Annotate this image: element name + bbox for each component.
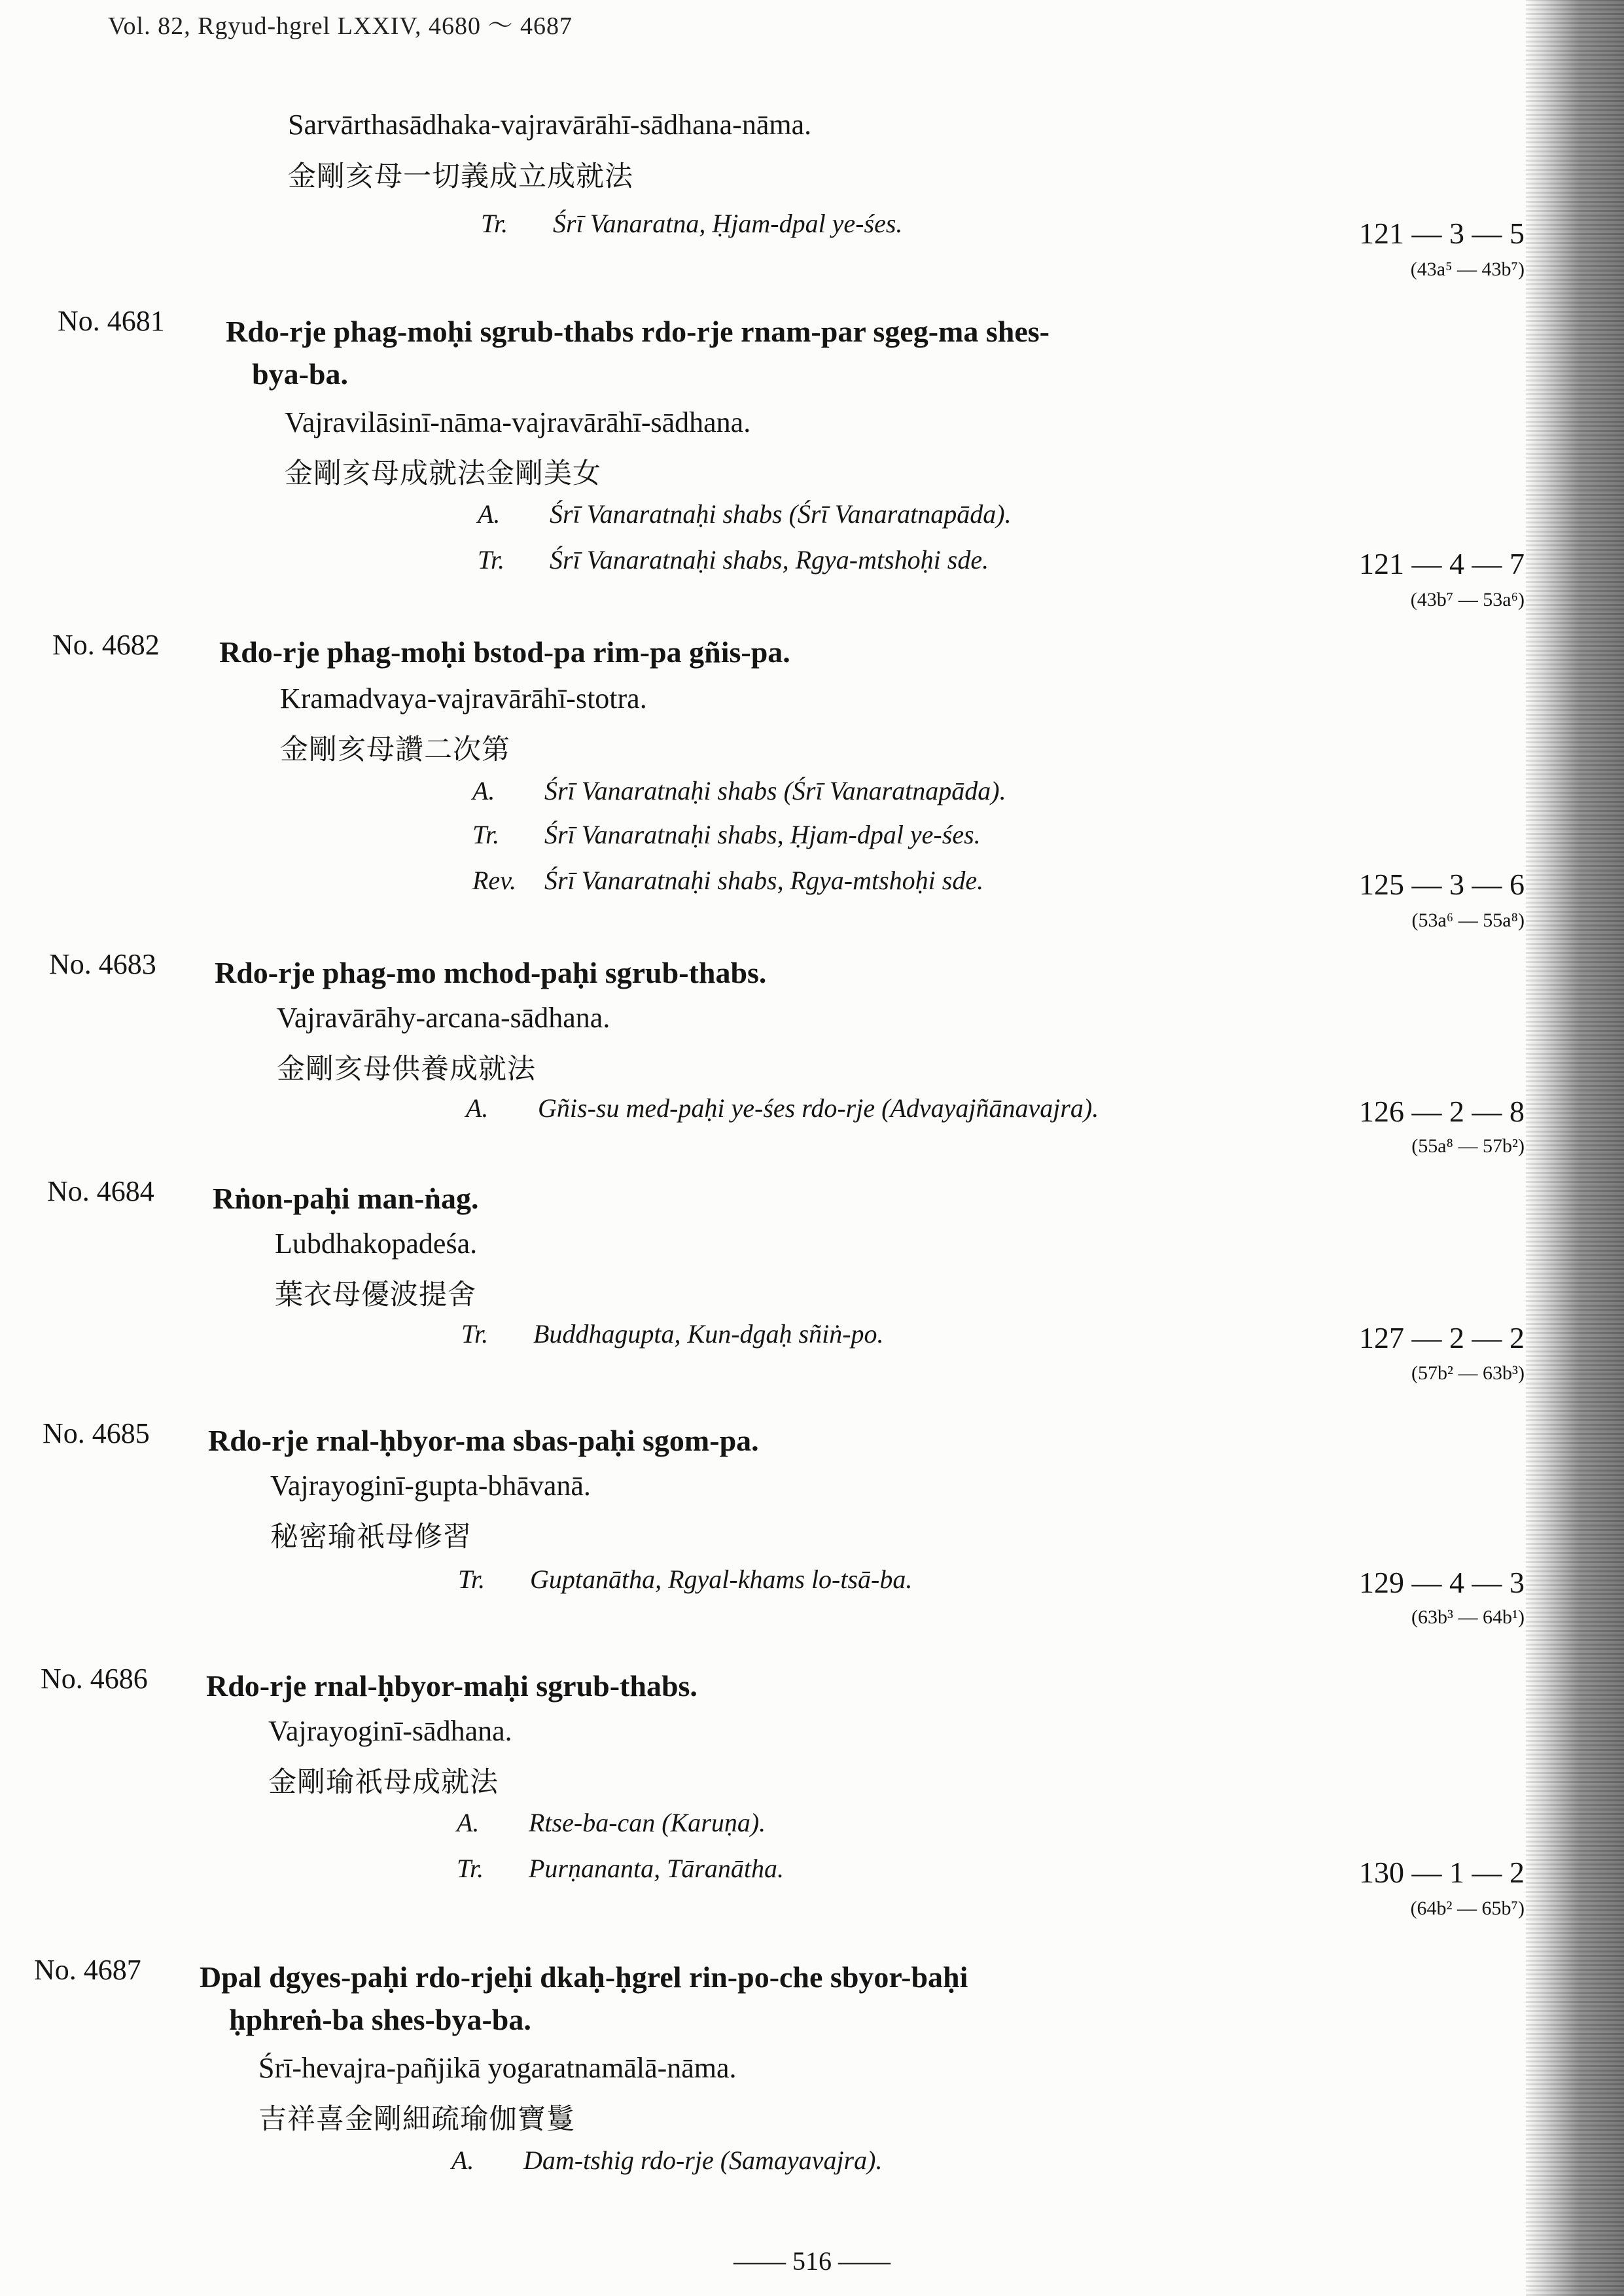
sanskrit-title: Vajrayoginī-gupta-bhāvanā. <box>270 1470 591 1502</box>
credit-role: A. <box>466 1093 489 1123</box>
credit-text: Purṇananta, Tāranātha. <box>529 1854 785 1883</box>
credit-line <box>481 208 902 239</box>
scanned-page-edge <box>1526 0 1624 2296</box>
sanskrit-title: Śrī-hevajra-pañjikā yogaratnamālā-nāma. <box>258 2052 737 2084</box>
sanskrit-title: Kramadvaya-vajravārāhī-stotra. <box>280 682 647 715</box>
credit-line <box>478 499 1012 529</box>
credit-line <box>457 1853 784 1884</box>
credit-line <box>458 1564 912 1595</box>
credit-role: Tr. <box>481 209 508 238</box>
credit-role: Tr. <box>457 1854 484 1883</box>
credit-role: A. <box>457 1808 480 1837</box>
entry-number: No. 4681 <box>58 305 165 337</box>
location-reference: 126 — 2 — 8 <box>1359 1095 1525 1128</box>
entry-number: No. 4682 <box>52 629 160 661</box>
credit-line <box>472 775 1006 806</box>
tibetan-title: Rṅon-paḥi man-ṅag. <box>213 1182 479 1215</box>
page-number: —— 516 —— <box>733 2246 891 2276</box>
credit-role: Tr. <box>461 1319 489 1349</box>
chinese-title: 金剛亥母成就法金剛美女 <box>285 457 601 490</box>
location-reference: 129 — 4 — 3 <box>1359 1566 1525 1599</box>
tibetan-title-continued: ḥphreṅ-ba shes-bya-ba. <box>229 2003 531 2036</box>
credit-text: Śrī Vanaratna, Ḥjam-dpal ye-śes. <box>553 209 903 238</box>
credit-text: Gñis-su med-paḥi ye-śes rdo-rje (Advayajñānavajra). <box>538 1093 1099 1123</box>
credit-text: Guptanātha, Rgyal-khams lo-tsā-ba. <box>530 1564 913 1594</box>
tibetan-title: Rdo-rje rnal-ḥbyor-maḥi sgrub-thabs. <box>206 1669 697 1703</box>
credit-line <box>461 1318 884 1349</box>
credit-role: Tr. <box>458 1564 485 1594</box>
credit-text: Śrī Vanaratnaḥi shabs, Rgya-mtshoḥi sde. <box>550 545 989 574</box>
credit-role: Tr. <box>478 545 505 574</box>
entry-number: No. 4684 <box>47 1175 154 1207</box>
credit-line <box>466 1093 1099 1123</box>
location-reference: 130 — 1 — 2 <box>1359 1856 1525 1889</box>
chinese-title: 金剛亥母一切義成立成就法 <box>288 160 633 193</box>
entry-number: No. 4685 <box>43 1417 150 1449</box>
credit-text: Śrī Vanaratnaḥi shabs, Rgya-mtshoḥi sde. <box>544 866 984 895</box>
sanskrit-title: Vajravilāsinī-nāma-vajravārāhī-sādhana. <box>285 406 751 438</box>
credit-line <box>472 865 983 896</box>
running-header: Vol. 82, Rgyud-hgrel LXXIV, 4680 ～ 4687 <box>108 12 573 40</box>
credit-role: A. <box>451 2146 474 2175</box>
entry-number: No. 4687 <box>34 1954 141 1986</box>
folio-range: (43a⁵ — 43b⁷) <box>1410 258 1525 280</box>
folio-range: (53a⁶ — 55a⁸) <box>1411 910 1525 931</box>
location-reference: 121 — 3 — 5 <box>1359 217 1525 250</box>
sanskrit-title: Sarvārthasādhaka-vajravārāhī-sādhana-nāma. <box>288 109 812 141</box>
credit-text: Dam-tshig rdo-rje (Samayavajra). <box>523 2146 883 2175</box>
credit-role: A. <box>472 776 495 805</box>
chinese-title: 葉衣母優波提舍 <box>275 1279 476 1311</box>
entry-number: No. 4683 <box>49 948 156 980</box>
credit-role: Rev. <box>472 866 516 895</box>
credit-line <box>472 819 981 850</box>
tibetan-title: Rdo-rje rnal-ḥbyor-ma sbas-paḥi sgom-pa. <box>208 1424 759 1457</box>
sanskrit-title: Lubdhakopadeśa. <box>275 1227 478 1260</box>
tibetan-title: Rdo-rje phag-mo mchod-paḥi sgrub-thabs. <box>215 956 767 989</box>
location-reference: 125 — 3 — 6 <box>1359 868 1525 901</box>
credit-line <box>457 1807 766 1838</box>
chinese-title: 秘密瑜祇母修習 <box>270 1521 472 1553</box>
tibetan-title: Dpal dgyes-paḥi rdo-rjeḥi dkaḥ-ḥgrel rin-po-che sbyor-baḥi <box>200 1960 968 1994</box>
sanskrit-title: Vajrayoginī-sādhana. <box>268 1715 512 1747</box>
folio-range: (63b³ — 64b¹) <box>1411 1606 1525 1628</box>
credit-text: Rtse-ba-can (Karuṇa). <box>529 1808 766 1837</box>
chinese-title: 金剛亥母供養成就法 <box>277 1053 536 1086</box>
credit-line <box>478 544 989 575</box>
credit-text: Śrī Vanaratnaḥi shabs (Śrī Vanaratnapāda). <box>544 776 1006 805</box>
entry-number: No. 4686 <box>41 1663 148 1695</box>
credit-role: A. <box>478 499 501 529</box>
chinese-title: 金剛瑜祇母成就法 <box>268 1766 499 1799</box>
location-reference: 127 — 2 — 2 <box>1359 1321 1525 1354</box>
credit-text: Buddhagupta, Kun-dgaḥ sñiṅ-po. <box>533 1319 884 1349</box>
tibetan-title: Rdo-rje phag-moḥi sgrub-thabs rdo-rje rnam-par sgeg-ma shes- <box>226 315 1050 348</box>
credit-line <box>451 2145 882 2176</box>
credit-text: Śrī Vanaratnaḥi shabs, Ḥjam-dpal ye-śes. <box>544 820 981 849</box>
sanskrit-title: Vajravārāhy-arcana-sādhana. <box>277 1002 610 1034</box>
credit-text: Śrī Vanaratnaḥi shabs (Śrī Vanaratnapāda). <box>550 499 1012 529</box>
chinese-title: 金剛亥母讚二次第 <box>280 733 510 766</box>
folio-range: (43b⁷ — 53a⁶) <box>1410 589 1525 610</box>
folio-range: (55a⁸ — 57b²) <box>1411 1135 1525 1157</box>
tibetan-title-continued: bya-ba. <box>252 357 348 391</box>
tibetan-title: Rdo-rje phag-moḥi bstod-pa rim-pa gñis-pa. <box>219 635 790 669</box>
folio-range: (64b² — 65b⁷) <box>1410 1898 1525 1919</box>
folio-range: (57b² — 63b³) <box>1411 1362 1525 1384</box>
location-reference: 121 — 4 — 7 <box>1359 547 1525 580</box>
credit-role: Tr. <box>472 820 500 849</box>
chinese-title: 吉祥喜金剛細疏瑜伽寶鬘 <box>258 2103 575 2136</box>
